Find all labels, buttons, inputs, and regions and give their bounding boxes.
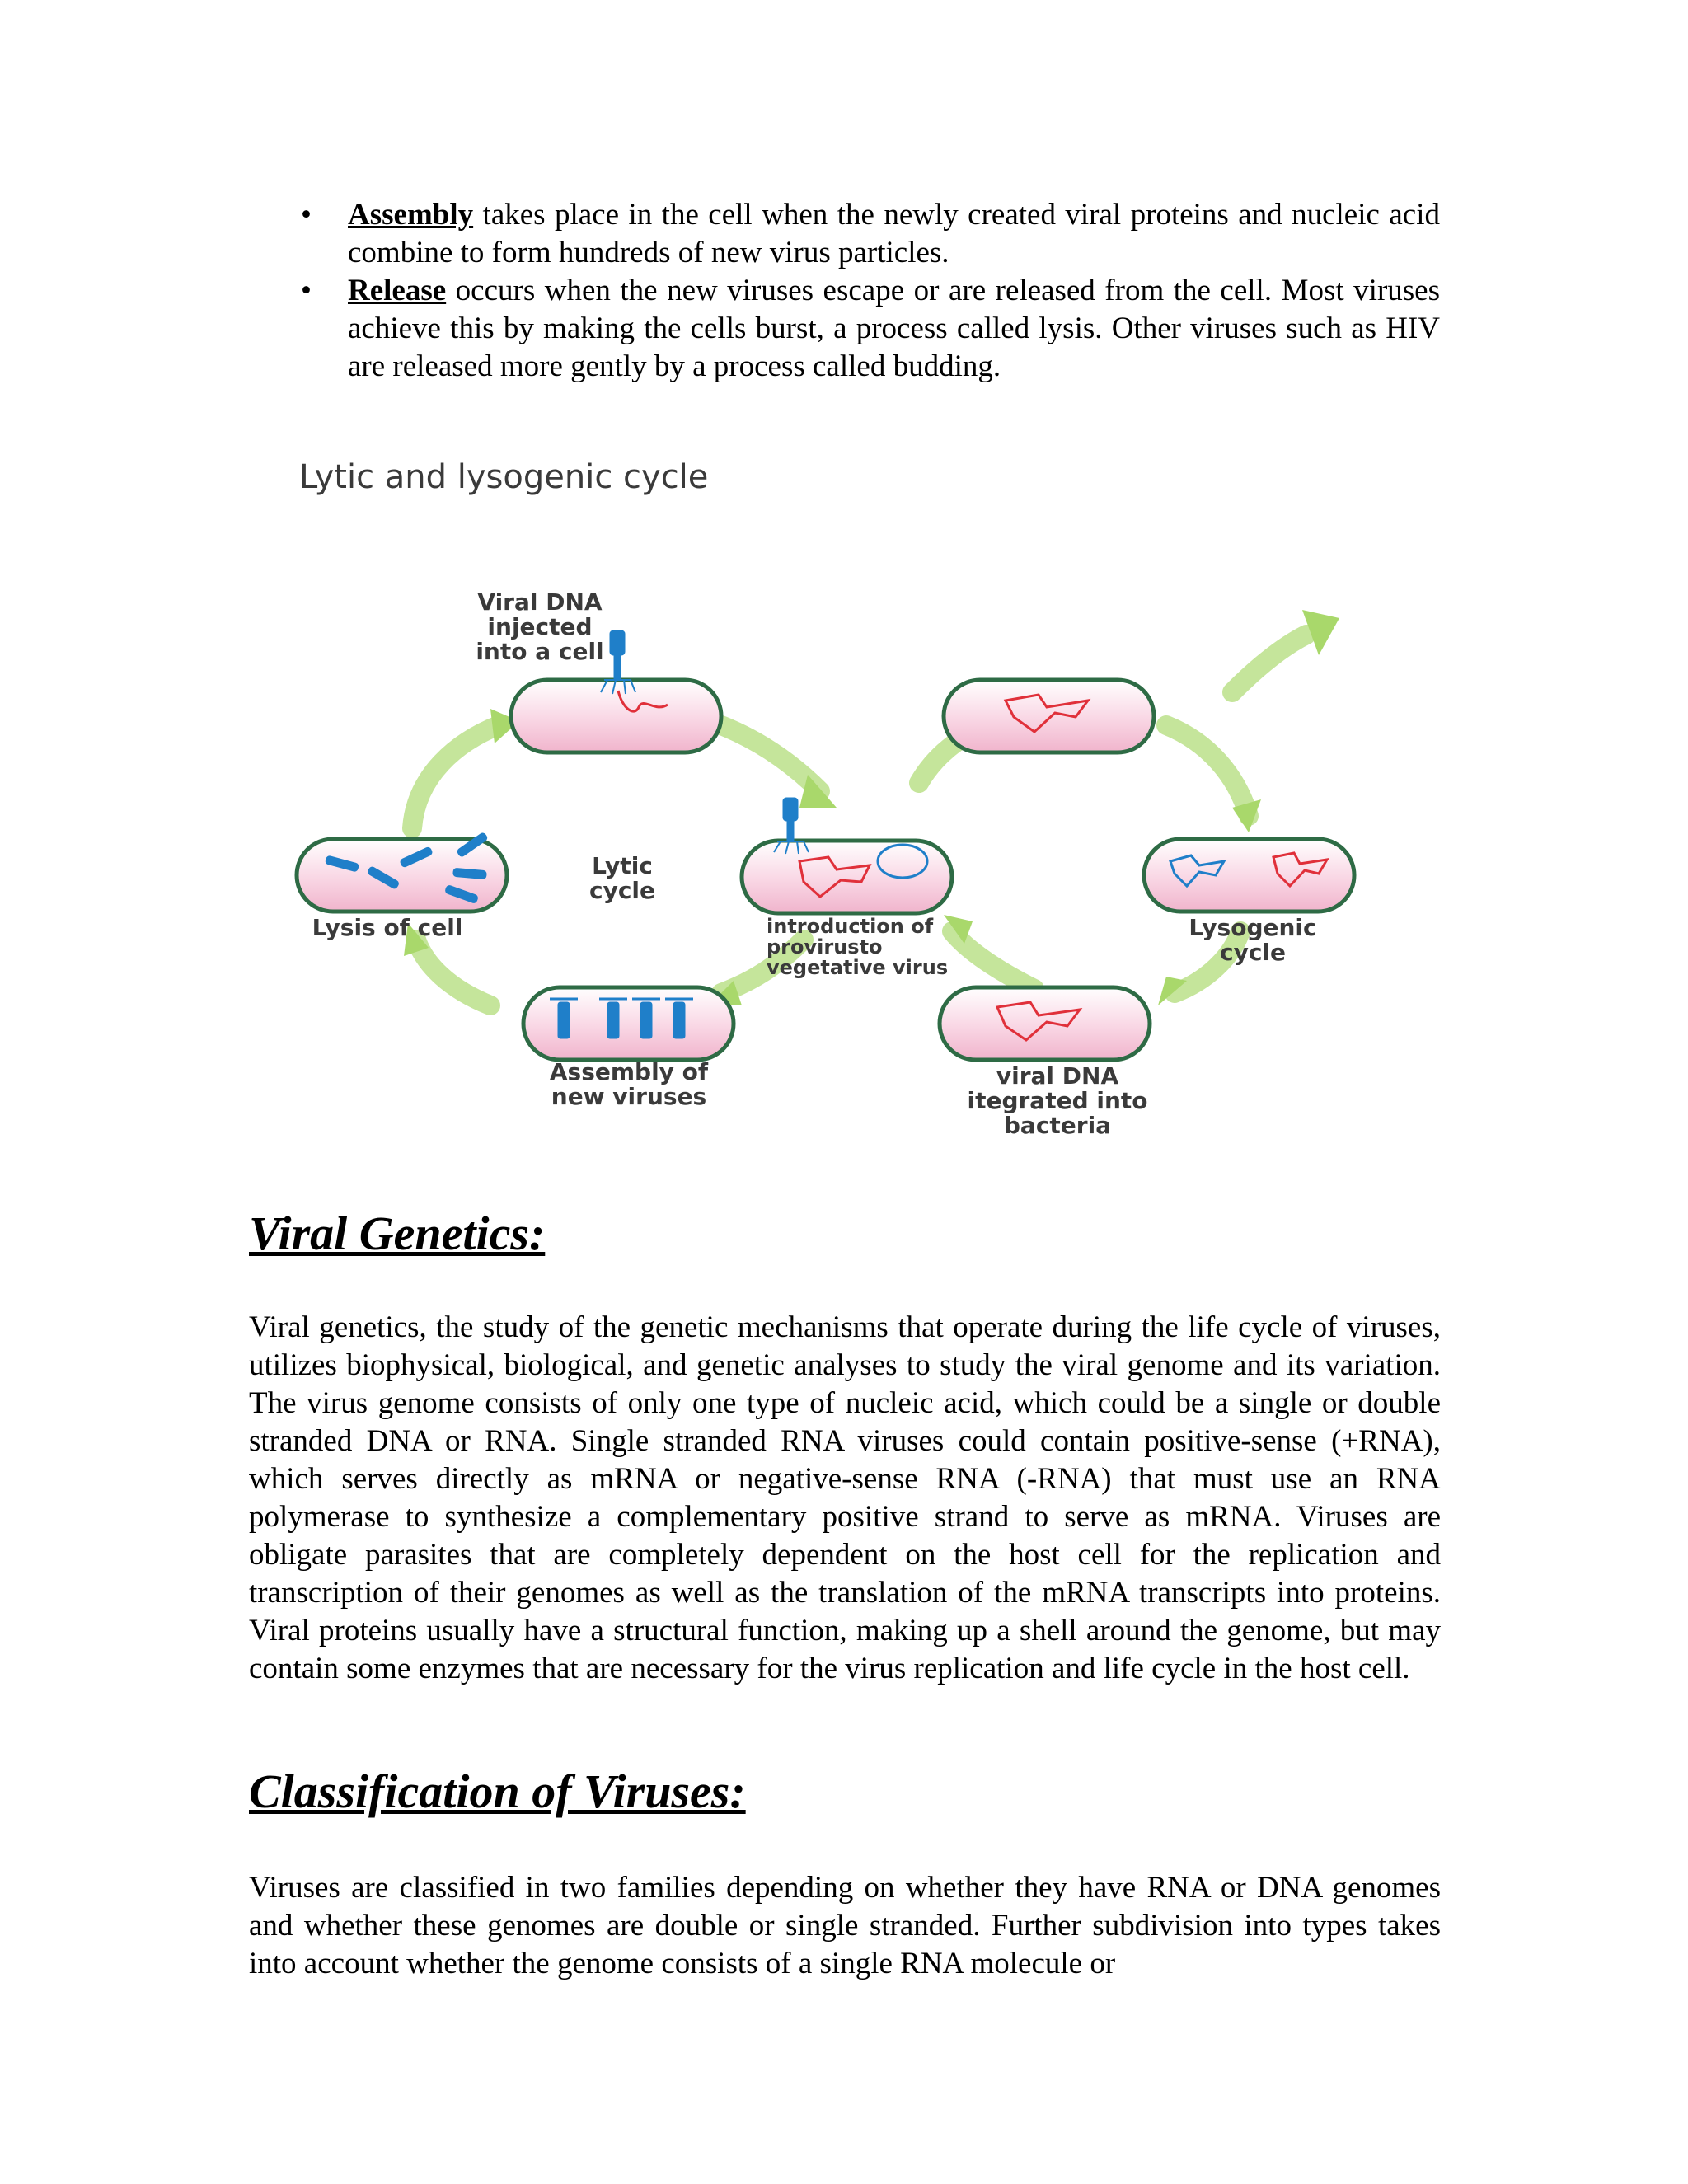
label-integrated-2: itegrated into	[967, 1087, 1148, 1114]
bullet-list	[301, 196, 1440, 386]
paragraph-classification: Viruses are classified in two families depending on whether they have RNA or DNA genomes and whether these genomes are double or single stranded. Further subdivision into types takes into account whether the genome consists of a single RNA molecule or	[249, 1871, 1441, 1980]
bullet-symbol: •	[301, 198, 312, 232]
label-introduction-2: provirusto	[767, 935, 883, 958]
bullet-release	[301, 272, 1440, 386]
label-injected-1: Viral DNA	[477, 588, 603, 616]
label-lytic-1: Lytic	[592, 852, 653, 879]
bullet-symbol: •	[301, 274, 312, 307]
cell-introduction	[742, 841, 952, 913]
cell-lysogenic-top	[944, 680, 1154, 752]
label-lytic-2: cycle	[588, 877, 656, 904]
arrow-lysis-to-injected	[412, 725, 499, 828]
bullet-assembly-text: takes place in the cell when the newly created viral proteins and nucleic acid combine to form hundreds of new virus particles.	[348, 198, 1440, 269]
label-assembly-1: Assembly of	[549, 1058, 709, 1085]
arrow-release-out	[1232, 635, 1306, 692]
label-lysogenic-2: cycle	[1219, 939, 1287, 966]
arrow-top-to-lysogenic	[1166, 725, 1249, 816]
label-integrated-3: bacteria	[1003, 1112, 1112, 1139]
label-lysis: Lysis of cell	[312, 914, 463, 941]
arrow-injected-to-introduction	[721, 725, 820, 791]
term-release: Release	[348, 274, 447, 307]
heading-viral-genetics: Viral Genetics:	[249, 1207, 546, 1260]
lytic-lysogenic-diagram	[293, 445, 1381, 1154]
term-assembly: Assembly	[348, 198, 474, 232]
label-introduction-1: introduction of	[767, 915, 934, 938]
cell-injected	[511, 680, 721, 752]
arrow-assembly-to-lysis	[416, 940, 490, 1005]
label-integrated-1: viral DNA	[996, 1062, 1119, 1090]
label-injected-3: into a cell	[476, 638, 604, 665]
heading-classification: Classification of Viruses:	[249, 1765, 746, 1818]
label-introduction-3: vegetative virus	[767, 956, 949, 979]
paragraph-viral-genetics: Viral genetics, the study of the genetic mechanisms that operate during the life cycle of viruses, utilizes biophysical, biological, and genetic analyses to study the viral genome and its variation. The virus genome consists of only one type of nucleic acid, which could be a single or double stranded DNA or RNA. Single stranded RNA viruses could contain positive-sense (+RNA), which serves directly as mRNA or negative-sense RNA (-RNA) that must use an RNA polymerase to synthesize a complementary positive strand to serve as mRNA. Viruses are obligate parasites that are completely dependent on the host cell for the replication and transcription of their genomes as well as the translation of the mRNA transcripts into proteins. Viral proteins usually have a structural function, making up a shell around the genome, but may contain some enzymes that are necessary for the virus replication and life cycle in the host cell.	[249, 1310, 1441, 1685]
diagram-labels-introduction	[767, 915, 948, 979]
label-lysogenic-1: Lysogenic	[1189, 914, 1317, 941]
bullet-release-text: occurs when the new viruses escape or are released from the cell. Most viruses achieve this by making the cells burst, a process called lysis. Other viruses such as HIV are released more gently by a process called budding.	[348, 274, 1440, 383]
label-injected-2: injected	[487, 613, 593, 640]
label-assembly-2: new viruses	[551, 1083, 707, 1110]
diagram-title: Lytic and lysogenic cycle	[299, 458, 709, 496]
bullet-assembly	[301, 196, 1440, 272]
